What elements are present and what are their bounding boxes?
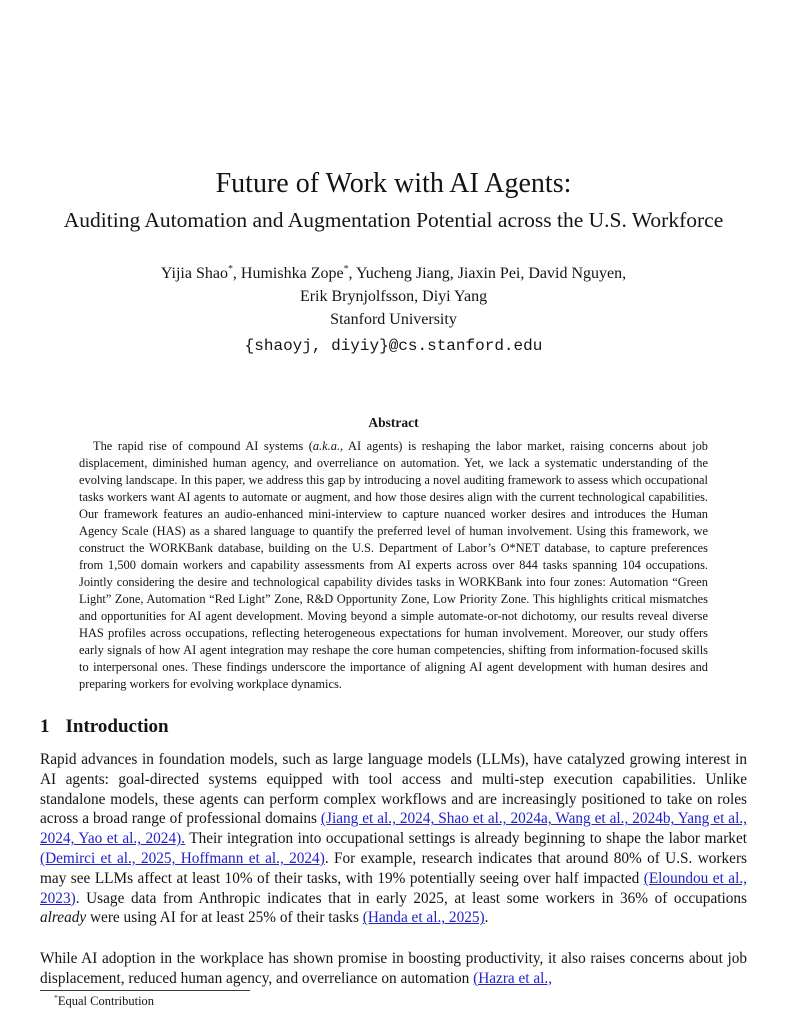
- footnote-marker: *: [227, 263, 233, 275]
- text-run: , Humishka Zope: [232, 265, 344, 282]
- authors-line-2: Erik Brynjolfsson, Diyi Yang: [299, 288, 488, 305]
- text-run: .: [484, 909, 489, 927]
- paper-title: Future of Work with AI Agents:: [215, 168, 572, 199]
- text-run: Equal Contribution: [57, 994, 155, 1008]
- citation-link[interactable]: (Demirci et al., 2025, Hoffmann et al., 2024): [40, 849, 325, 867]
- footnote-equal-contribution: [54, 994, 154, 1009]
- abstract-text: [79, 438, 708, 693]
- author-emails: {shaoyj, diyiy}@cs.stanford.edu: [244, 337, 543, 355]
- text-run: While AI adoption in the workplace has shown promise in boosting productivity, it also raises concerns about job displacement, reduced human agency, and overreliance on automation: [40, 950, 747, 987]
- paper-subtitle: Auditing Automation and Augmentation Potential across the U.S. Workforce: [63, 208, 724, 232]
- citation-link[interactable]: (Jiang et al., 2024, Shao et al., 2024a, Wang et al., 2024b, Yang et al., 2024, Yao et al., 2024).: [40, 810, 747, 848]
- citation-link[interactable]: (Eloundou et al., 2023): [40, 869, 747, 907]
- text-run: Their integration into occupational settings is already beginning to shape the labor market: [185, 830, 747, 848]
- footnote-marker: *: [54, 992, 58, 1002]
- text-run: Rapid advances in foundation models, such as large language models (LLMs), have catalyzed growing interest in AI agents: goal-directed systems equipped with tool access and multi-step execution capabilities. Unlike standalone models, these agents can perform complex workflows and are increasingly positioned to take on roles across a broad range of professional domains: [40, 751, 747, 828]
- italic-text: a.k.a.: [312, 439, 341, 453]
- section-title: Introduction: [65, 716, 169, 737]
- intro-paragraph-1: [40, 750, 747, 928]
- text-run: The rapid rise of compound AI systems (: [93, 439, 313, 453]
- text-run: , AI agents) is reshaping the labor market, raising concerns about job displacement, diminished human agency, and overreliance on automation. Yet, we lack a systematic understanding of the evolving landscape. In this paper, we address this gap by introducing a novel auditing framework to assess which occupational tasks workers want AI agents to automate or augment, and how those desires align with the current technological capabilities. Our framework features an audio-enhanced mini-interview to capture nuanced worker desires and introduces the Human Agency Scale (HAS) as a shared language to quantify the preferred level of human involvement. Using this framework, we construct the WORKBank database, building on the U.S. Department of Labor’s O*NET database, to capture preferences from 1,500 domain workers and capability assessments from AI experts across over 844 tasks spanning 104 occupations. Jointly considering the desire and technological capability divides tasks in WORKBank into four zones: Automation “Green Light” Zone, Automation “Red Light” Zone, R&D Opportunity Zone, Low Priority Zone. This highlights critical mismatches and opportunities for AI agent development. Moving beyond a simple automate-or-not dichotomy, our results reveal diverse HAS profiles across occupations, reflecting heterogeneous expectations for human involvement. Moreover, our study offers early signals of how AI agent integration may reshape the core human competencies, shifting from information-focused skills to interpersonal ones. These findings underscore the importance of aligning AI agent development with human desires and preparing workers for evolving workplace dynamics.: [79, 439, 709, 691]
- text-run: . Usage data from Anthropic indicates that in early 2025, at least some workers in 36% of occupations: [75, 889, 747, 907]
- citation-link[interactable]: (Hazra et al.,: [473, 969, 553, 987]
- italic-text: already: [40, 909, 87, 927]
- affiliation: Stanford University: [330, 311, 457, 328]
- section-heading-introduction: [40, 716, 169, 738]
- footnote-marker: *: [343, 263, 349, 275]
- authors-line-1: [0, 264, 787, 283]
- section-number: 1: [40, 716, 50, 737]
- text-run: Yijia Shao: [160, 265, 228, 282]
- intro-paragraph-2: [40, 949, 747, 989]
- text-run: , Yucheng Jiang, Jiaxin Pei, David Nguyen,: [348, 265, 627, 282]
- citation-link[interactable]: (Handa et al., 2025): [362, 909, 485, 927]
- text-run: were using AI for at least 25% of their tasks: [86, 909, 363, 927]
- footnote-rule: [40, 990, 250, 991]
- abstract-heading: Abstract: [368, 415, 419, 430]
- text-run: . For example, research indicates that around 80% of U.S. workers may see LLMs affect at least 10% of their tasks, with 19% potentially seeing over half impacted: [40, 849, 747, 887]
